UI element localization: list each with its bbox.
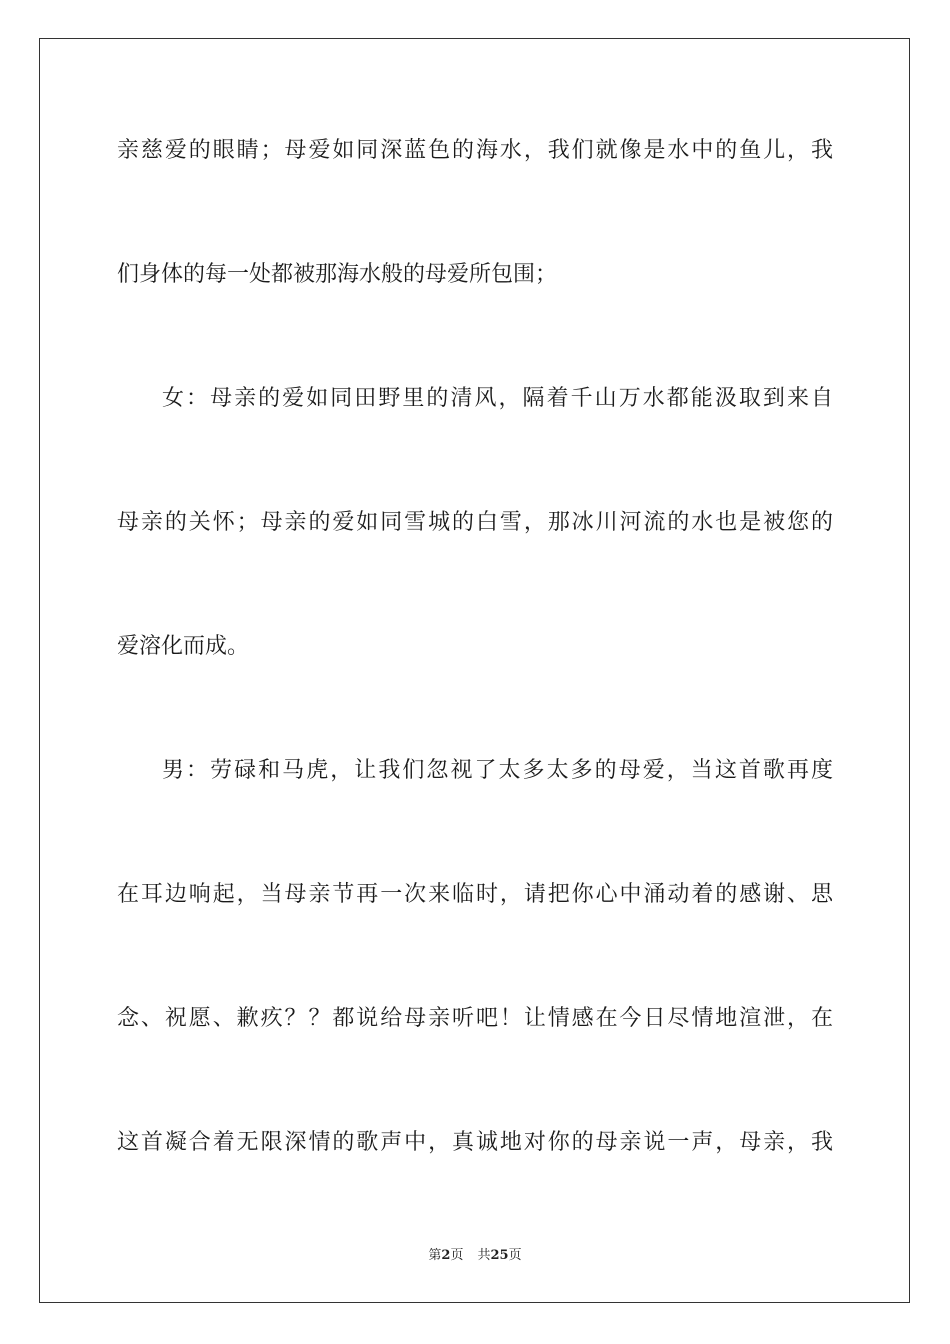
page-footer <box>0 1247 950 1265</box>
footer-total-prefix: 共 <box>477 1248 491 1263</box>
text-line-4: 母亲的关怀；母亲的爱如同雪城的白雪，那冰川河流的水也是被您的 <box>117 510 833 535</box>
footer-total-suffix: 页 <box>508 1248 522 1263</box>
text-line-8: 念、祝愿、歉疚？？都说给母亲听吧！让情感在今日尽情地渲泄，在 <box>117 1006 833 1031</box>
text-line-3: 女：母亲的爱如同田野里的清风，隔着千山万水都能汲取到来自 <box>162 386 833 411</box>
text-line-1: 亲慈爱的眼睛；母爱如同深蓝色的海水，我们就像是水中的鱼儿，我 <box>117 138 833 163</box>
footer-total-pages: 25 <box>490 1248 509 1263</box>
text-line-2: 们身体的每一处都被那海水般的母爱所包围； <box>117 262 558 287</box>
text-line-6: 男：劳碌和马虎，让我们忽视了太多太多的母爱，当这首歌再度 <box>162 758 833 783</box>
text-line-9: 这首凝合着无限深情的歌声中，真诚地对你的母亲说一声，母亲，我 <box>117 1130 833 1155</box>
text-line-7: 在耳边响起，当母亲节再一次来临时，请把你心中涌动着的感谢、思 <box>117 882 833 907</box>
footer-page-number: 2 <box>441 1248 451 1263</box>
page-border <box>39 38 910 1303</box>
text-line-5: 爱溶化而成。 <box>117 634 250 659</box>
footer-page-prefix: 第 <box>428 1248 442 1263</box>
footer-page-suffix: 页 <box>450 1248 464 1263</box>
